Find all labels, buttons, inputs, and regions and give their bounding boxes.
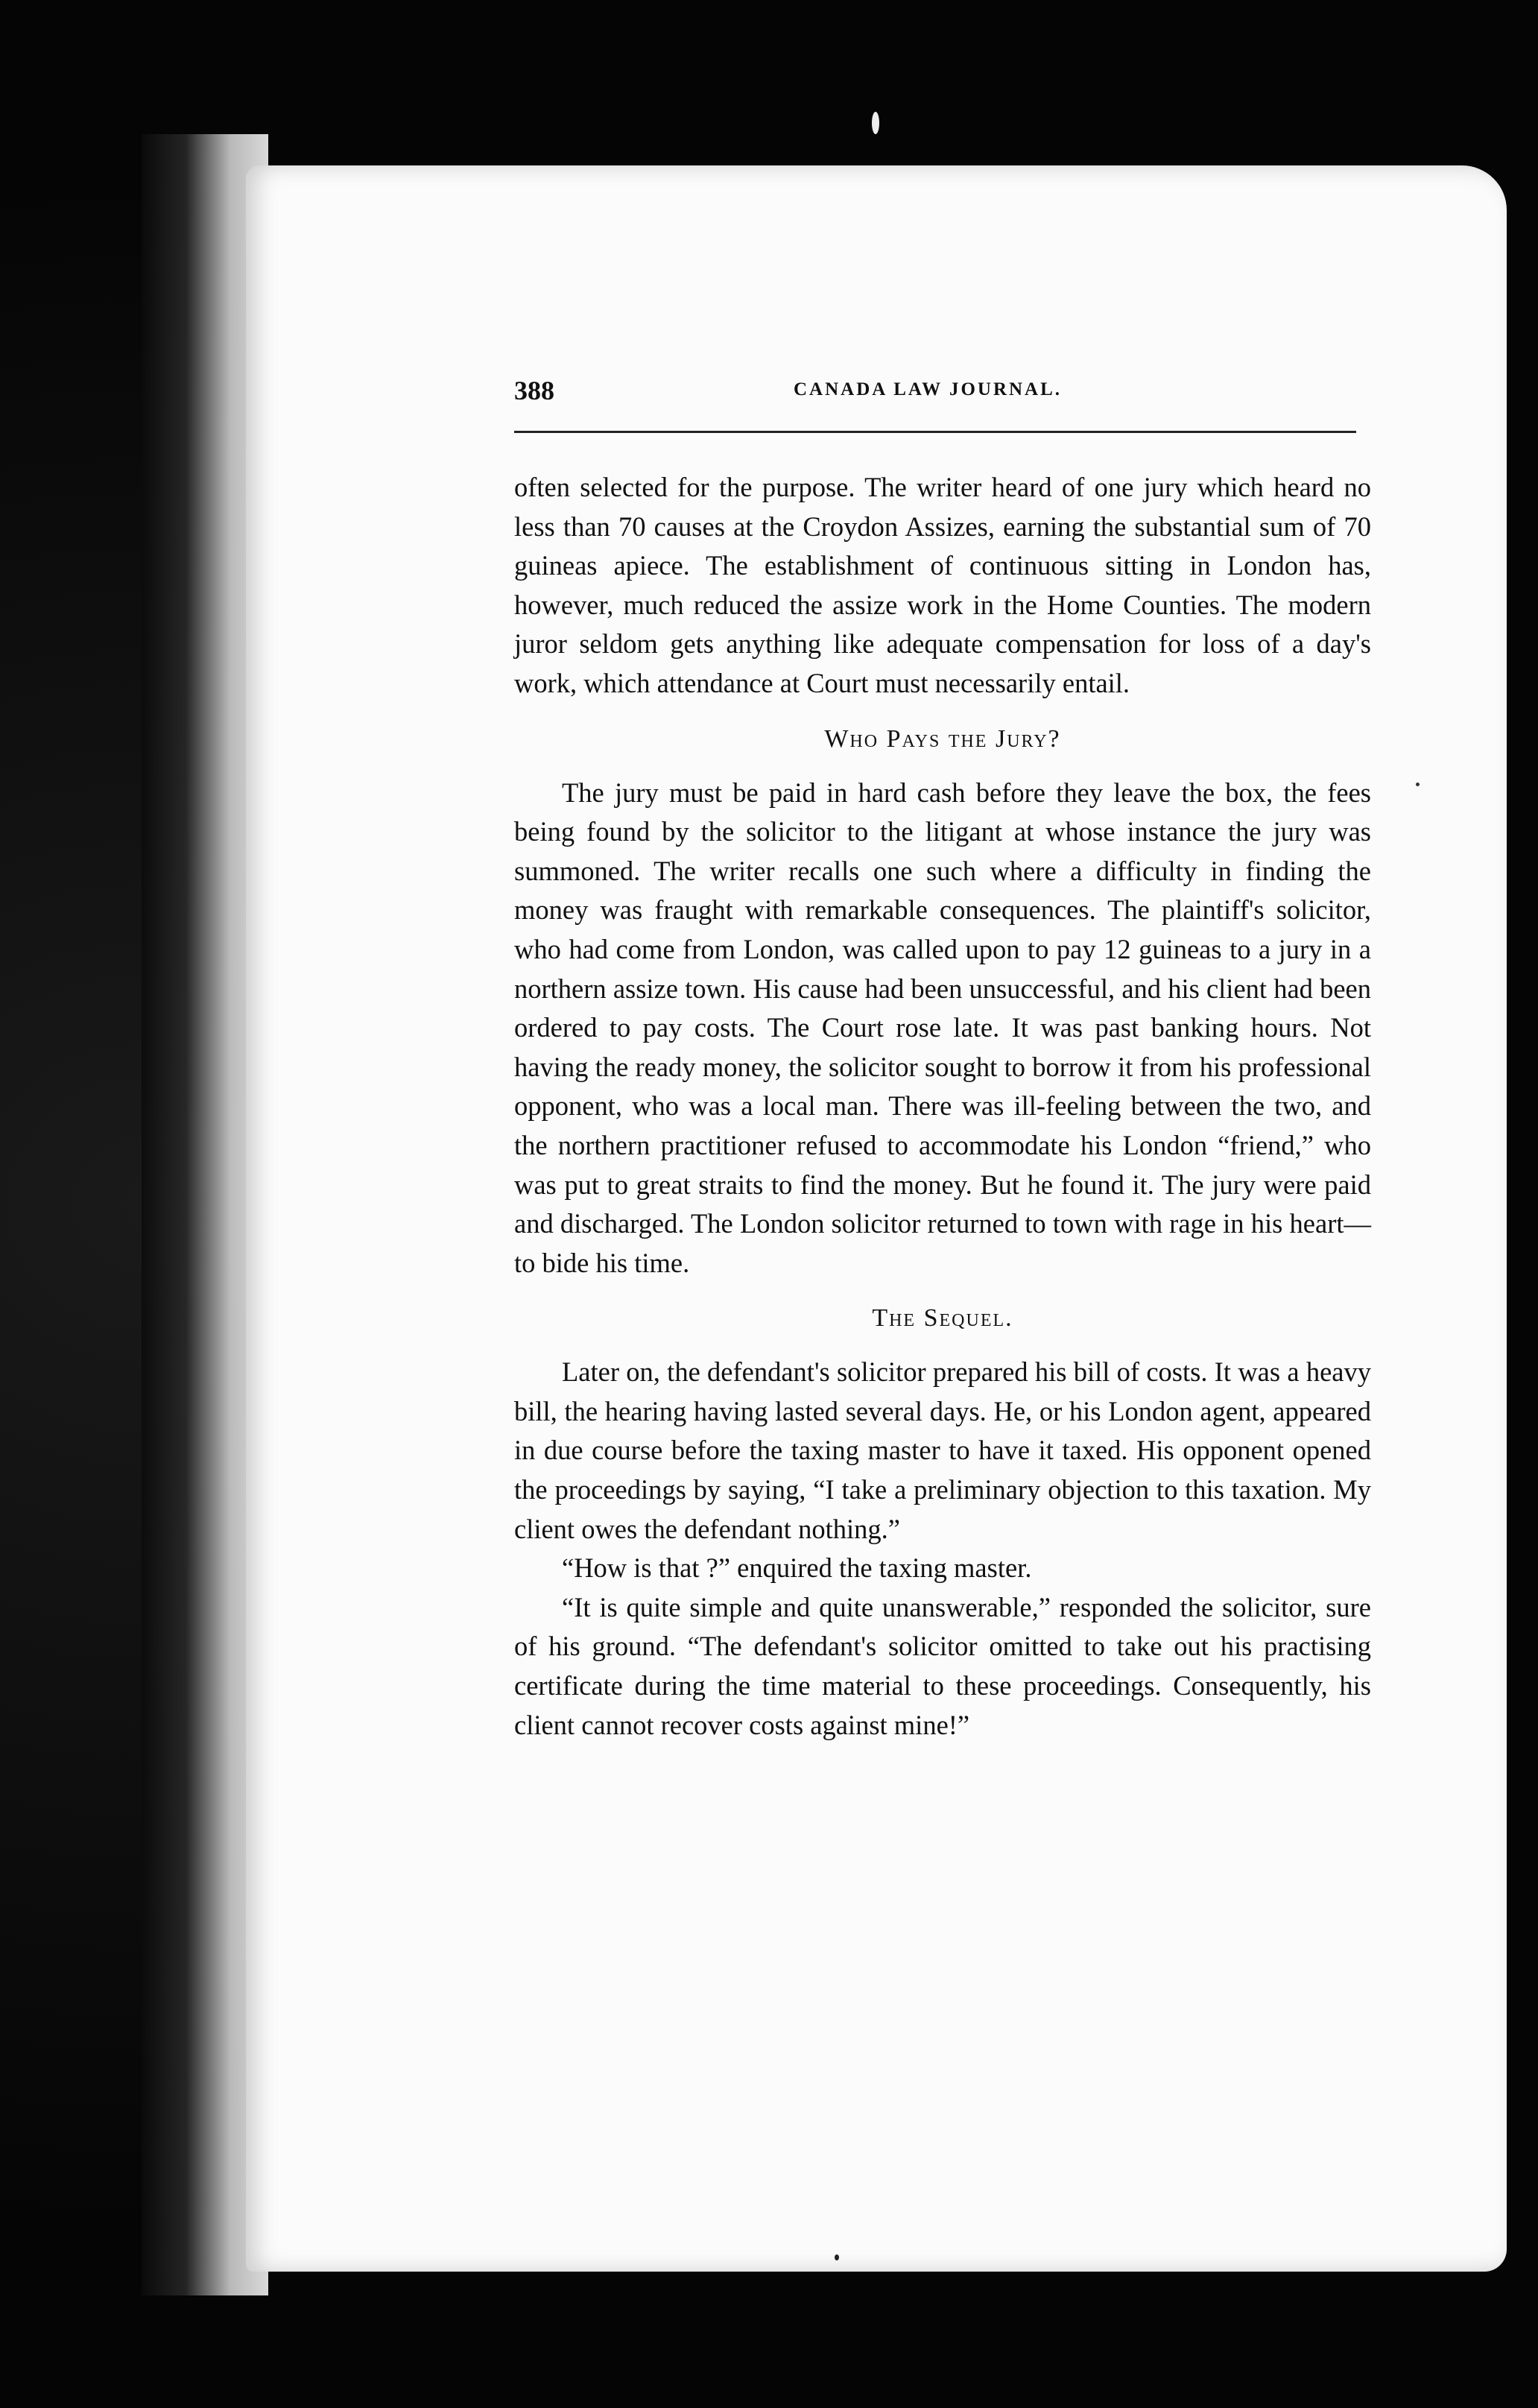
journal-title: CANADA LAW JOURNAL. (794, 379, 1063, 399)
paragraph-continued: often selected for the purpose. The writer heard of one jury which heard no less than 70 causes at the Croydon Assizes, earning the substantial sum of 70 guineas apiece. The establishment of continuous sitting in London has, however, much reduced the assize work in the Home Counties. The modern juror seldom gets anything like adequate compensation for loss of a day's work, which attendance at Court must necessarily entail. (514, 472, 1371, 698)
page-number: 388 (514, 376, 554, 405)
running-head (514, 375, 1371, 420)
paragraph-taxing-master: “How is that ?” enquired the taxing master. (562, 1552, 1032, 1584)
header-rule (514, 431, 1356, 433)
section-heading-who-pays: Who Pays the Jury? (824, 724, 1061, 753)
section-heading-sequel: The Sequel. (872, 1304, 1013, 1333)
paragraph-unanswerable: “It is quite simple and quite unanswerable,” responded the solicitor, sure of his ground. “The defendant's solicitor omitted to take out his practising certificate during the time material to these proceedings. Consequently, his client cannot recover costs against mine!” (514, 1591, 1371, 1740)
paragraph-bill-of-costs: Later on, the defendant's solicitor prepared his bill of costs. It was a heavy bill, the hearing having lasted several days. He, or his London agent, appeared in due course before the taxing master to have it taxed. His opponent opened the proceedings by saying, “I take a preliminary objection to this taxation. My client owes the defendant nothing.” (514, 1356, 1371, 1544)
scan-speck (1416, 783, 1420, 786)
article-text (514, 468, 1371, 1745)
scan-speck (872, 112, 879, 134)
paragraph-jury-payment: The jury must be paid in hard cash before they leave the box, the fees being found by the solicitor to the litigant at whose instance the jury was summoned. The writer recalls one such where a difficulty in finding the money was fraught with remarkable consequences. The plaintiff's solicitor, who had come from London, was called upon to pay 12 guineas to a jury in a northern assize town. His cause had been unsuccessful, and his client had been ordered to pay costs. The Court rose late. It was past banking hours. Not having the ready money, the solicitor sought to borrow it from his professional opponent, who was a local man. There was ill-feeling between the two, and the northern practitioner refused to accommodate his London “friend,” who was put to great straits to find the money. But he found it. The jury were paid and discharged. The London solicitor returned to town with rage in his heart—to bide his time. (514, 777, 1371, 1278)
scan-speck (835, 2254, 839, 2260)
